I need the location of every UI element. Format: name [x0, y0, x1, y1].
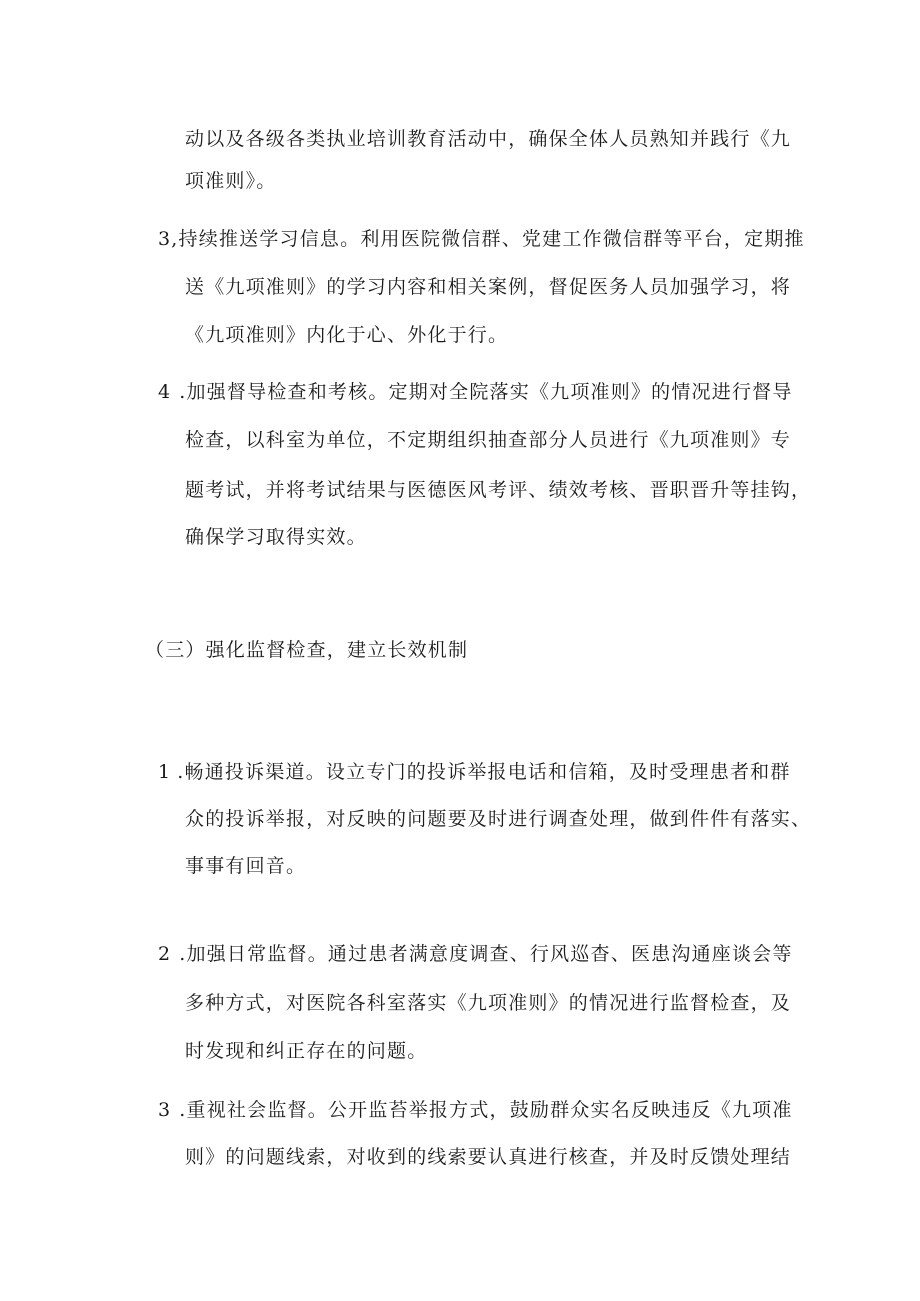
- text-line: .加强督导检查和考核。定期对全院落实《九项准则》的情况进行督导: [179, 381, 793, 403]
- list-item-line: [158, 226, 805, 252]
- text-line: 《九项准则》内化于心、外化于行。: [185, 324, 509, 346]
- text-line: 动以及各级各类执业培训教育活动中，确保全体人员熟知并践行《九: [185, 128, 792, 150]
- item-number: 3: [158, 1099, 172, 1121]
- section-heading: （三）强化监督检查，建立长效机制: [145, 639, 469, 661]
- item-number: 4: [158, 381, 172, 403]
- list-item-line: [158, 941, 793, 967]
- item-number: 3,: [158, 228, 179, 250]
- list-item-line: [158, 759, 791, 785]
- text-line: 则》的问题线索，对收到的线索要认真进行核查，并及时反馈处理结: [185, 1146, 792, 1168]
- text-line: 时发现和纠正存在的问题。: [185, 1040, 428, 1062]
- item-number: 2: [158, 943, 172, 965]
- text-line: 题考试，并将考试结果与医德医风考评、绩效考核、晋职晋升等挂钩，: [185, 479, 812, 501]
- text-line: 确保学习取得实效。: [185, 526, 367, 548]
- text-line: .重视社会监督。公开监苔举报方式，鼓励群众实名反映违反《九项准: [179, 1099, 793, 1121]
- text-line: 送《九项准则》的学习内容和相关案例，督促医务人员加强学习，将: [185, 276, 792, 298]
- list-item-line: [158, 1097, 793, 1123]
- item-number: 1: [158, 761, 172, 783]
- text-line: .畅通投诉渠道。设立专门的投诉举报电话和信箱，及时受理患者和群: [177, 761, 791, 783]
- text-line: 众的投诉举报，对反映的问题要及时进行调查处理，做到件件有落实、: [185, 808, 812, 830]
- text-line: 持续推送学习信息。利用医院微信群、党建工作微信群等平台，定期推: [178, 228, 805, 250]
- text-line: 项准则》。: [185, 170, 277, 192]
- text-line: 检查，以科室为单位，不定期组织抽查部分人员进行《九项准则》专: [185, 429, 792, 451]
- text-line: 多种方式，对医院各科室落实《九项准则》的情况进行监督检查，及: [185, 992, 792, 1014]
- text-line: .加强日常监督。通过患者满意度调查、行风巡杳、医患沟通座谈会等: [179, 943, 793, 965]
- text-line: 事事有回音。: [185, 855, 307, 877]
- list-item-line: [158, 379, 793, 405]
